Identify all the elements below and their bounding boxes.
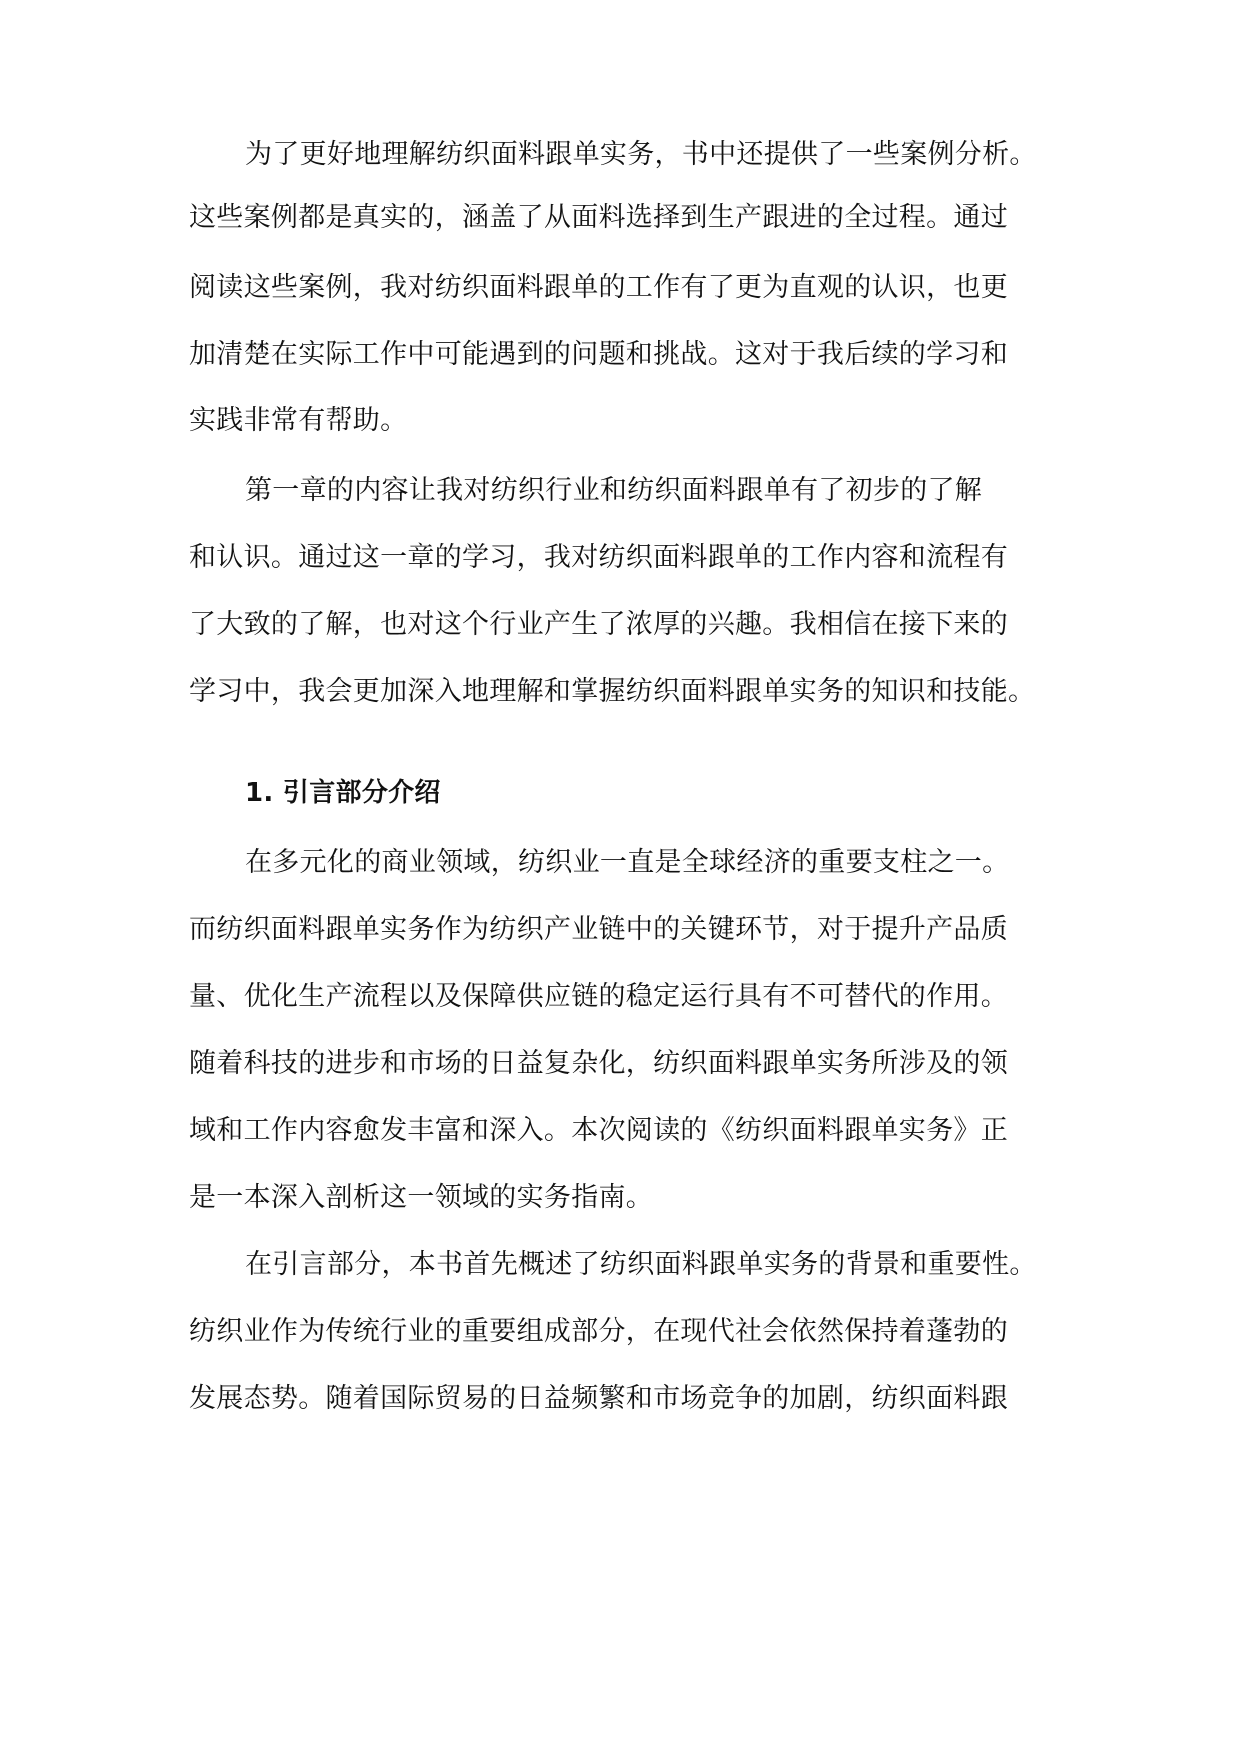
section-paragraph-1-line-4: 随着科技的进步和市场的日益复杂化，纺织面料跟单实务所涉及的领 [189, 1048, 1008, 1079]
paragraph-2-line-2: 和认识。通过这一章的学习，我对纺织面料跟单的工作内容和流程有 [189, 542, 1008, 573]
paragraph-1-line-2: 这些案例都是真实的，涵盖了从面料选择到生产跟进的全过程。通过 [189, 202, 1008, 233]
paragraph-1-line-4: 加清楚在实际工作中可能遇到的问题和挑战。这对于我后续的学习和 [189, 339, 1008, 370]
section-paragraph-2-line-3: 发展态势。随着国际贸易的日益频繁和市场竞争的加剧，纺织面料跟 [189, 1383, 1008, 1414]
section-heading: 1. 引言部分介绍 [245, 778, 441, 808]
paragraph-2-line-1: 第一章的内容让我对纺织行业和纺织面料跟单有了初步的了解 [245, 475, 983, 506]
paragraph-1-line-1: 为了更好地理解纺织面料跟单实务，书中还提供了一些案例分析。 [245, 139, 1037, 170]
section-paragraph-1-line-3: 量、优化生产流程以及保障供应链的稳定运行具有不可替代的作用。 [189, 981, 1008, 1012]
section-paragraph-1-line-2: 而纺织面料跟单实务作为纺织产业链中的关键环节，对于提升产品质 [189, 914, 1008, 945]
paragraph-2-line-4: 学习中，我会更加深入地理解和掌握纺织面料跟单实务的知识和技能。 [189, 676, 1036, 707]
paragraph-1-line-5: 实践非常有帮助。 [189, 405, 408, 436]
section-paragraph-1-line-5: 域和工作内容愈发丰富和深入。本次阅读的《纺织面料跟单实务》正 [189, 1115, 1008, 1146]
section-paragraph-2-line-1: 在引言部分，本书首先概述了纺织面料跟单实务的背景和重要性。 [245, 1249, 1037, 1280]
section-paragraph-2-line-2: 纺织业作为传统行业的重要组成部分，在现代社会依然保持着蓬勃的 [189, 1316, 1008, 1347]
paragraph-2-line-3: 了大致的了解，也对这个行业产生了浓厚的兴趣。我相信在接下来的 [189, 609, 1008, 640]
paragraph-1-line-3: 阅读这些案例，我对纺织面料跟单的工作有了更为直观的认识，也更 [189, 272, 1008, 303]
section-paragraph-1-line-6: 是一本深入剖析这一领域的实务指南。 [189, 1182, 654, 1213]
section-paragraph-1-line-1: 在多元化的商业领域，纺织业一直是全球经济的重要支柱之一。 [245, 847, 1010, 878]
